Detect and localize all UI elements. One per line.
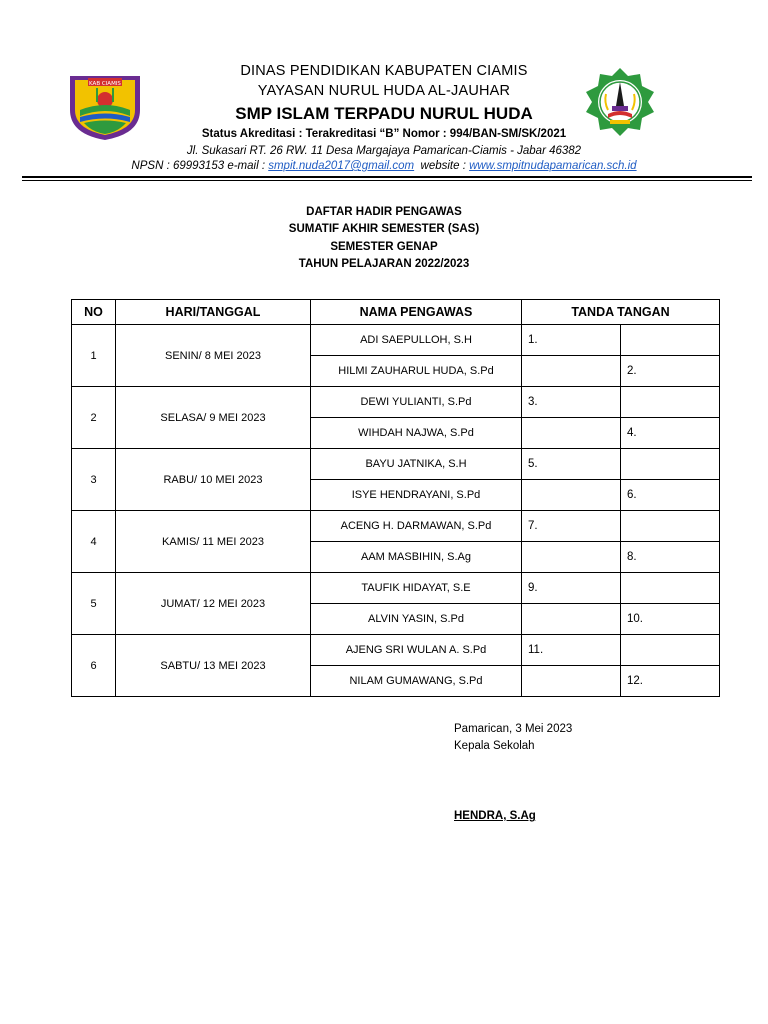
email-link[interactable]: smpit.nuda2017@gmail.com <box>268 160 415 172</box>
row-day: SABTU/ 13 MEI 2023 <box>116 635 311 697</box>
school-name: SMP ISLAM TERPADU NURUL HUDA <box>235 104 533 123</box>
row-day: RABU/ 10 MEI 2023 <box>116 449 311 511</box>
proctor-name: DEWI YULIANTI, S.Pd <box>311 387 522 418</box>
header-no: NO <box>72 300 116 325</box>
signature-cell: 7. <box>522 511 621 542</box>
table-row <box>72 325 720 356</box>
signature-cell: 3. <box>522 387 621 418</box>
place-date: Pamarican, 3 Mei 2023 <box>454 723 573 735</box>
table-row <box>72 387 720 418</box>
doc-title-line-1: DAFTAR HADIR PENGAWAS <box>306 206 462 218</box>
doc-title-line-2: SUMATIF AKHIR SEMESTER (SAS) <box>288 223 480 235</box>
signature-cell-empty <box>621 511 720 542</box>
accreditation-status: Status Akreditasi : Terakreditasi “B” Nomor : 994/BAN-SM/SK/2021 <box>201 128 567 140</box>
contact-line <box>0 160 768 172</box>
signature-cell: 2. <box>621 356 720 387</box>
header-name: NAMA PENGAWAS <box>311 300 522 325</box>
table-header-row <box>72 300 720 325</box>
row-number: 3 <box>72 449 116 511</box>
signature-cell: 11. <box>522 635 621 666</box>
proctor-name: ISYE HENDRAYANI, S.Pd <box>311 480 522 511</box>
principal-name: HENDRA, S.Ag <box>454 810 536 822</box>
signature-cell-empty <box>621 387 720 418</box>
proctor-name: TAUFIK HIDAYAT, S.E <box>311 573 522 604</box>
table-row <box>72 449 720 480</box>
header-signature: TANDA TANGAN <box>522 300 720 325</box>
table-row <box>72 573 720 604</box>
row-number: 5 <box>72 573 116 635</box>
website-label: website : <box>414 160 470 172</box>
signature-cell: 6. <box>621 480 720 511</box>
proctor-name: ACENG H. DARMAWAN, S.Pd <box>311 511 522 542</box>
row-day: SENIN/ 8 MEI 2023 <box>116 325 311 387</box>
proctor-name: NILAM GUMAWANG, S.Pd <box>311 666 522 697</box>
signature-cell-empty <box>522 666 621 697</box>
row-day: JUMAT/ 12 MEI 2023 <box>116 573 311 635</box>
table-row <box>72 635 720 666</box>
signature-cell-empty <box>522 604 621 635</box>
proctor-name: BAYU JATNIKA, S.H <box>311 449 522 480</box>
logo-caption: KAB CIAMIS <box>89 81 121 87</box>
letterhead-rule-thick <box>22 176 752 178</box>
row-day: SELASA/ 9 MEI 2023 <box>116 387 311 449</box>
attendance-table <box>71 299 720 697</box>
signature-cell: 8. <box>621 542 720 573</box>
signature-cell: 9. <box>522 573 621 604</box>
signature-cell: 10. <box>621 604 720 635</box>
signature-cell-empty <box>522 480 621 511</box>
signature-cell: 1. <box>522 325 621 356</box>
doc-title-line-4: TAHUN PELAJARAN 2022/2023 <box>298 258 470 270</box>
npsn-label: NPSN : 69993153 e-mail : <box>131 160 269 172</box>
signature-cell-empty <box>621 573 720 604</box>
signature-cell-empty <box>522 542 621 573</box>
header-day: HARI/TANGGAL <box>116 300 311 325</box>
signature-cell: 12. <box>621 666 720 697</box>
foundation-name: YAYASAN NURUL HUDA AL-JAUHAR <box>257 83 511 99</box>
proctor-name: AAM MASBIHIN, S.Ag <box>311 542 522 573</box>
proctor-name: HILMI ZAUHARUL HUDA, S.Pd <box>311 356 522 387</box>
principal-title: Kepala Sekolah <box>454 740 535 752</box>
table-row <box>72 511 720 542</box>
signature-cell-empty <box>621 635 720 666</box>
signature-cell: 5. <box>522 449 621 480</box>
signature-cell-empty <box>522 356 621 387</box>
signature-cell-empty <box>522 418 621 449</box>
row-day: KAMIS/ 11 MEI 2023 <box>116 511 311 573</box>
proctor-name: ADI SAEPULLOH, S.H <box>311 325 522 356</box>
school-address: Jl. Sukasari RT. 26 RW. 11 Desa Margajaya Pamarican-Ciamis - Jabar 46382 <box>186 145 582 157</box>
website-link[interactable]: www.smpitnudapamarican.sch.id <box>469 160 637 172</box>
signature-cell-empty <box>621 449 720 480</box>
agency-name: DINAS PENDIDIKAN KABUPATEN CIAMIS <box>240 63 528 79</box>
row-number: 6 <box>72 635 116 697</box>
proctor-name: WIHDAH NAJWA, S.Pd <box>311 418 522 449</box>
row-number: 4 <box>72 511 116 573</box>
signature-cell-empty <box>621 325 720 356</box>
letterhead-rule-thin <box>22 180 752 181</box>
row-number: 1 <box>72 325 116 387</box>
proctor-name: ALVIN YASIN, S.Pd <box>311 604 522 635</box>
row-number: 2 <box>72 387 116 449</box>
proctor-name: AJENG SRI WULAN A. S.Pd <box>311 635 522 666</box>
signature-cell: 4. <box>621 418 720 449</box>
doc-title-line-3: SEMESTER GENAP <box>330 241 438 253</box>
